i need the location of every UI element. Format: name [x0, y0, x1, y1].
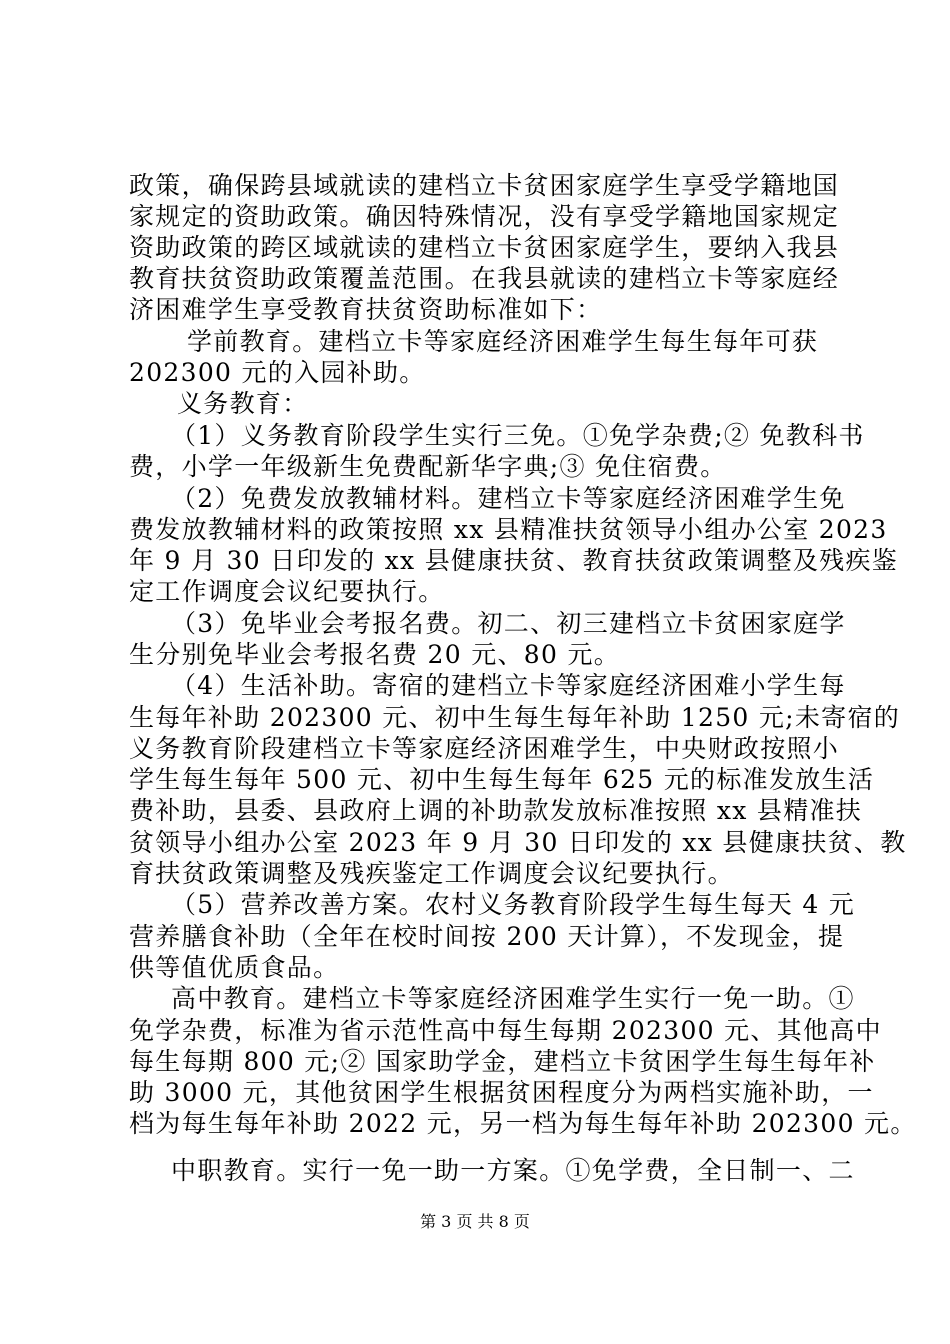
text-line: 费发放教辅材料的政策按照 xx 县精准扶贫领导小组办公室 2023 [129, 515, 888, 544]
text-line: 202300 元的入园补助。 [129, 358, 426, 387]
text-line: 费补助，县委、县政府上调的补助款发放标准按照 xx 县精准扶 [129, 796, 863, 825]
paragraph-preschool-education: 学前教育。建档立卡等家庭经济困难学生每生每年可获 [187, 327, 819, 356]
text-line: 政策，确保跨县域就读的建档立卡贫困家庭学生享受学籍地国 [129, 171, 840, 200]
text-line: 资助政策的跨区域就读的建档立卡贫困家庭学生，要纳入我县 [129, 233, 840, 262]
text-line: 档为每生每年补助 2022 元，另一档为每生每年补助 202300 元。 [129, 1109, 917, 1138]
item-5-line: （5）营养改善方案。农村义务教育阶段学生每生每天 4 元 [171, 890, 856, 919]
text-line: 学生每生每年 500 元、初中生每生每年 625 元的标准发放生活 [129, 765, 875, 794]
item-4-line: （4）生活补助。寄宿的建档立卡等家庭经济困难小学生每 [171, 671, 846, 700]
text-line: 费，小学一年级新生免费配新华字典;③ 免住宿费。 [129, 452, 727, 481]
text-line: 营养膳食补助（全年在校时间按 200 天计算），不发现金，提 [129, 922, 845, 951]
text-line: 教育扶贫资助政策覆盖范围。在我县就读的建档立卡等家庭经 [129, 264, 840, 293]
text-line: 供等值优质食品。 [129, 953, 340, 982]
text-line: 生分别免毕业会考报名费 20 元、80 元。 [129, 640, 621, 669]
text-line: 生每年补助 202300 元、初中生每生每年补助 1250 元;未寄宿的 [129, 703, 901, 732]
text-line: 家规定的资助政策。确因特殊情况，没有享受学籍地国家规定 [129, 202, 840, 231]
heading-compulsory-education: 义务教育： [177, 389, 309, 418]
text-line: 助 3000 元，其他贫困学生根据贫困程度分为两档实施补助，一 [129, 1078, 874, 1107]
text-line: 定工作调度会议纪要执行。 [129, 577, 445, 606]
item-3-line: （3）免毕业会考报名费。初二、初三建档立卡贫困家庭学 [171, 609, 846, 638]
text-line: 年 9 月 30 日印发的 xx 县健康扶贫、教育扶贫政策调整及残疾鉴 [129, 546, 899, 575]
text-line: 育扶贫政策调整及残疾鉴定工作调度会议纪要执行。 [129, 859, 734, 888]
text-line: 每生每期 800 元;② 国家助学金，建档立卡贫困学生每生每年补 [129, 1047, 876, 1076]
item-1-line: （1）义务教育阶段学生实行三免。①免学杂费;② 免教科书 [171, 421, 865, 450]
item-2-line: （2）免费发放教辅材料。建档立卡等家庭经济困难学生免 [171, 484, 846, 513]
text-line: 义务教育阶段建档立卡等家庭经济困难学生，中央财政按照小 [129, 734, 840, 763]
text-line: 贫领导小组办公室 2023 年 9 月 30 日印发的 xx 县健康扶贫、教 [129, 828, 907, 857]
text-line: 济困难学生享受教育扶贫资助标准如下： [129, 295, 603, 324]
paragraph-high-school-education: 高中教育。建档立卡等家庭经济困难学生实行一免一助。① [171, 984, 855, 1013]
text-line: 免学杂费，标准为省示范性高中每生每期 202300 元、其他高中 [129, 1016, 882, 1045]
paragraph-vocational-education: 中职教育。实行一免一助一方案。①免学费，全日制一、二 [171, 1156, 855, 1185]
page-number-footer: 第 3 页 共 8 页 [420, 1212, 530, 1231]
